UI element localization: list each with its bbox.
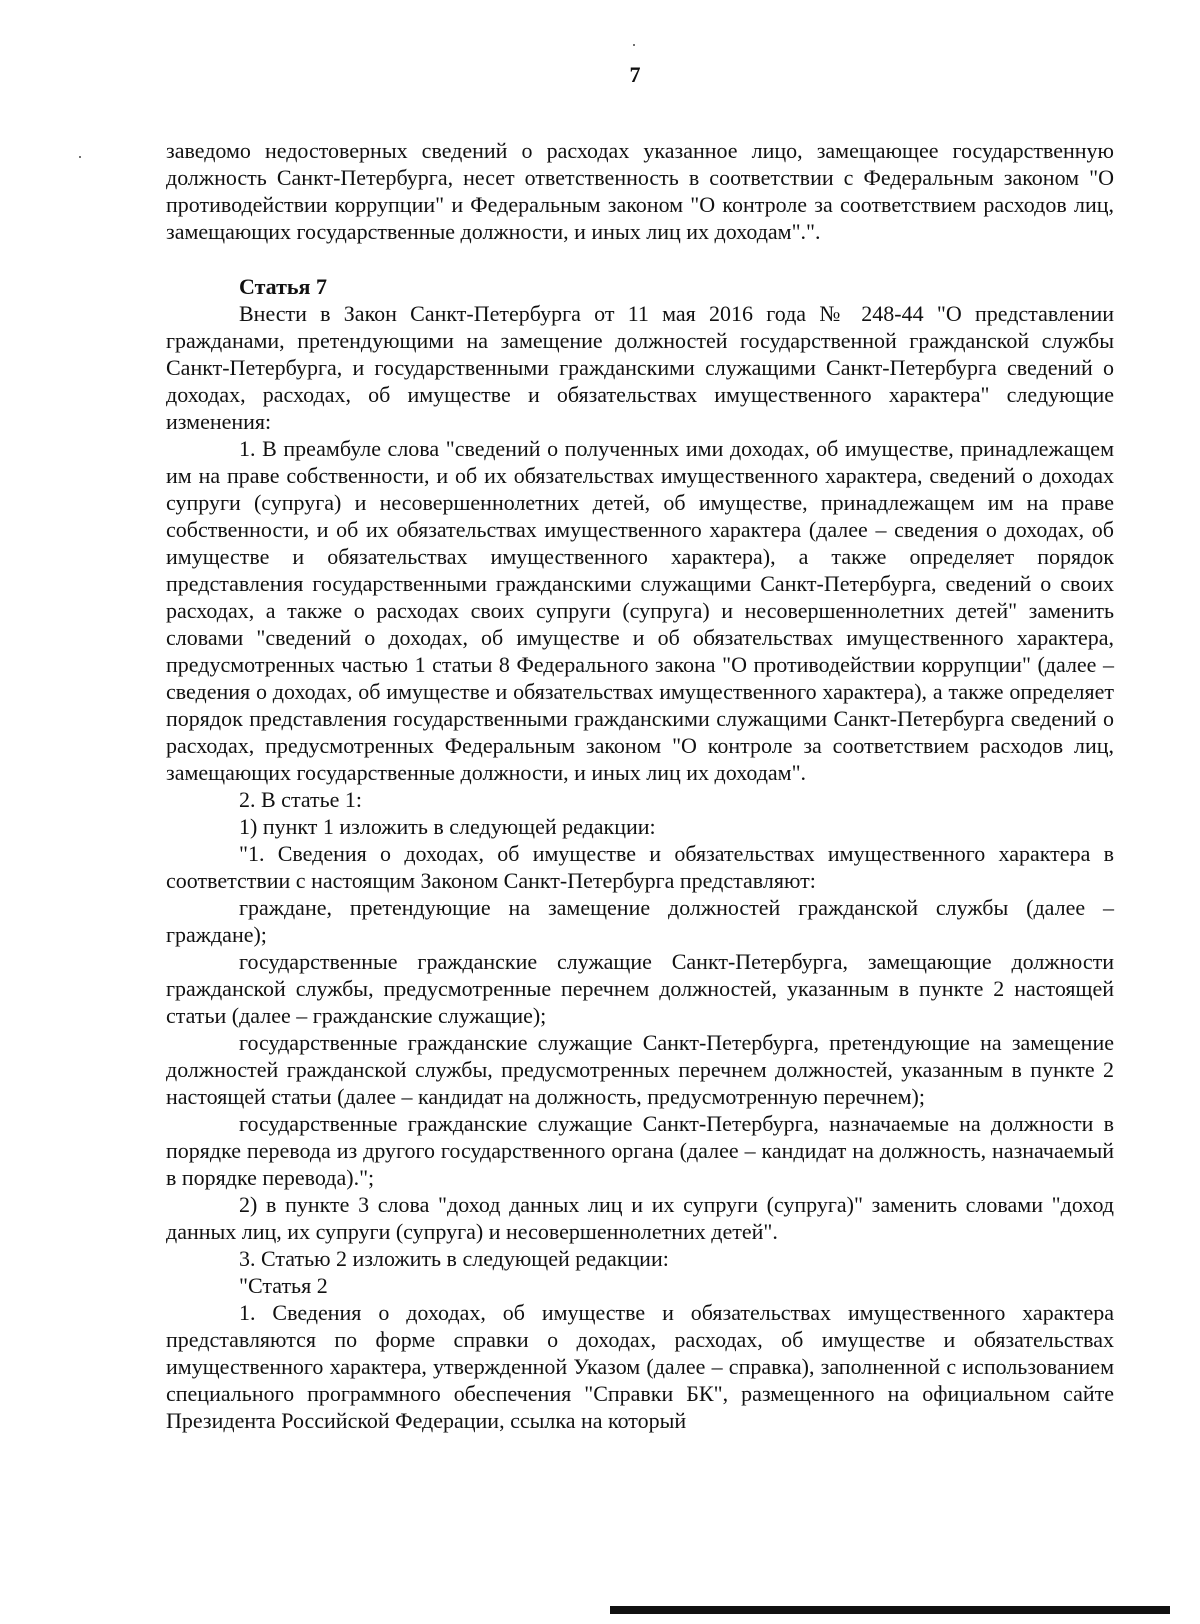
page-number: 7: [629, 62, 641, 87]
paragraph-candidates: государственные гражданские служащие Санкт-Петербурга, претендующие на замещение должностей гражданской службы, предусмотренных перечнем должностей, указанным в пункте 2 настоящей статьи (далее – кандидат на должность, предусмотренную перечнем);: [166, 1030, 1114, 1109]
paragraph-item-3: 3. Статью 2 изложить в следующей редакции:: [239, 1246, 669, 1271]
paragraph-citizens: граждане, претендующие на замещение должностей гражданской службы (далее – граждане);: [166, 895, 1114, 947]
paragraph-article-2-heading: "Статья 2: [239, 1273, 328, 1298]
scan-speck: [633, 44, 635, 46]
paragraph-item-1: 1. В преамбуле слова "сведений о полученных ими доходах, об имуществе, принадлежащем им на праве собственности, и об их обязательствах имущественного характера, сведений о доходах супруги (супруга) и несовершеннолетних детей, об имуществе, принадлежащем им на праве собственности, и об их обязательствах имущественного характера (далее – сведения о доходах, об имуществе и обязательствах имущественного характера), а также определяет порядок представления государственными гражданскими служащими Санкт-Петербурга, сведений о своих расходах, а также о расходах своих супруги (супруга) и несовершеннолетних детей" заменить словами "сведений о доходах, об имуществе и об обязательствах имущественного характера, предусмотренных частью 1 статьи 8 Федерального закона "О противодействии коррупции" (далее – сведения о доходах, об имуществе и обязательствах имущественного характера), а также определяет порядок представления государственными гражданскими служащими Санкт-Петербурга сведений о расходах, предусмотренных Федеральным законом "О контроле за соответствием расходов лиц, замещающих государственные должности, и иных лиц их доходам".: [166, 436, 1114, 785]
scan-edge-bar: [610, 1606, 1170, 1614]
paragraph-intro: Внести в Закон Санкт-Петербурга от 11 мая 2016 года № 248-44 "О представлении гражданами, претендующими на замещение должностей государственной гражданской службы Санкт-Петербурга, и государственными гражданскими служащими Санкт-Петербурга сведений о доходах, расходах, об имуществе и обязательствах имущественного характера" следующие изменения:: [166, 301, 1114, 434]
article-heading: Статья 7: [239, 274, 327, 299]
paragraph-transfer: государственные гражданские служащие Санкт-Петербурга, назначаемые на должности в порядке перевода из другого государственного органа (далее – кандидат на должность, назначаемый в порядке перевода).";: [166, 1111, 1114, 1190]
paragraph-article-2-item-1: 1. Сведения о доходах, об имуществе и обязательствах имущественного характера представляются по форме справки о доходах, расходах, об имуществе и обязательствах имущественного характера, утвержденной Указом (далее – справка), заполненной с использованием специального программного обеспечения "Справки БК", размещенного на официальном сайте Президента Российской Федерации, ссылка на который: [166, 1300, 1114, 1433]
paragraph-civil-servants: государственные гражданские служащие Санкт-Петербурга, замещающие должности гражданской службы, предусмотренные перечнем должностей, указанным в пункте 2 настоящей статьи (далее – гражданские служащие);: [166, 949, 1114, 1028]
scan-speck: [79, 156, 81, 158]
paragraph-item-2: 2. В статье 1:: [239, 787, 363, 812]
paragraph-subitem-2: 2) в пункте 3 слова "доход данных лиц и их супруги (супруга)" заменить словами "доход данных лиц, их супруги (супруга) и несовершеннолетних детей".: [166, 1192, 1114, 1244]
paragraph-subitem-1: 1) пункт 1 изложить в следующей редакции:: [239, 814, 656, 839]
paragraph-continuation: заведомо недостоверных сведений о расходах указанное лицо, замещающее государственную должность Санкт-Петербурга, несет ответственность в соответствии с Федеральным законом "О противодействии коррупции" и Федеральным законом "О контроле за соответствием расходов лиц, замещающих государственные должности, и иных лиц их доходам".".: [166, 138, 1114, 244]
paragraph-quote-1: "1. Сведения о доходах, об имуществе и обязательствах имущественного характера в соответствии с настоящим Законом Санкт-Петербурга представляют:: [166, 841, 1114, 893]
document-body: [166, 137, 1114, 1434]
